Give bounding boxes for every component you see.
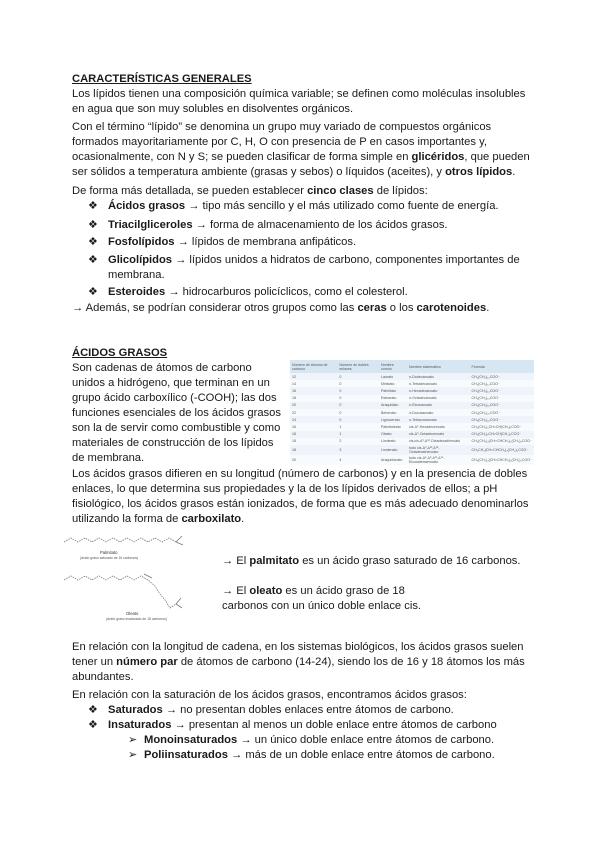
oleate-note: → El oleato es un ácido graso de 18 carbonos con un único doble enlace cis. [222, 585, 422, 612]
table-cell: Araquidato [379, 402, 407, 409]
table-cell: 2 [337, 438, 379, 445]
table-cell: CH₃(CH₂)₄(CH=CHCH₂)₂(CH₂)₆COO⁻ [470, 438, 535, 445]
table-row [290, 455, 534, 465]
table-row [290, 387, 534, 394]
table-cell: Miristato [379, 380, 407, 387]
table-cell: CH₃(CH₂)₄(CH=CHCH₂)₄(CH₂)₂COO⁻ [470, 455, 535, 465]
table-cell: 24 [290, 416, 337, 423]
paragraph-length-saturation: Los ácidos grasos difieren en su longitud (número de carbonos) y en la presencia de dobles enlaces, lo que determina sus propiedades y la de los lípidos derivados de ellos; a pH fisiológico, los ácidos grasos están ionizados, de forma que es más adecuado denominarlos utilizando la forma de carboxilato. [72, 468, 529, 525]
oleate-caption: (ácido graso insaturado de 18 carbonos) [106, 617, 167, 621]
table-row [290, 409, 534, 416]
table-cell: n-Hexadecanoato [407, 387, 470, 394]
diamond-bullet-icon: ❖ [88, 704, 98, 716]
table-row [290, 423, 534, 430]
table-cell: 1 [337, 431, 379, 438]
table-cell: Lignocerato [379, 416, 407, 423]
table-cell: 0 [337, 387, 379, 394]
table-cell: 16 [290, 387, 337, 394]
section-heading-acidos-grasos: ÁCIDOS GRASOS [72, 347, 168, 359]
table-cell: cis-Δ⁹-Octadecenoato [407, 431, 470, 438]
table-row [290, 373, 534, 380]
table-cell: CH₃(CH₂)₁₂COO⁻ [470, 380, 535, 387]
table-row [290, 431, 534, 438]
table-cell: Linolenato [379, 445, 407, 455]
table-cell: 4 [337, 455, 379, 465]
table-row [290, 438, 534, 445]
paragraph-definition: Los lípidos tienen una composición química variable; se definen como moléculas insolubles en agua que son muy solubles en disolventes orgánicos. [72, 88, 526, 115]
diamond-bullet-icon: ❖ [88, 236, 98, 248]
oleate-label: Oleato [126, 611, 139, 616]
table-cell: 16 [290, 423, 337, 430]
table-cell: 1 [337, 423, 379, 430]
arrowhead-bullet-icon: ➢ [128, 734, 138, 746]
table-header: Número de dobles enlaces [337, 360, 379, 373]
table-cell: 14 [290, 380, 337, 387]
table-cell: CH₃(CH₂)₁₀COO⁻ [470, 373, 535, 380]
table-cell: CH₃(CH₂)₁₈COO⁻ [470, 402, 535, 409]
fatty-acids-table [290, 360, 534, 465]
table-cell: CH₃(CH₂)₁₆COO⁻ [470, 395, 535, 402]
paragraph-chain-length: En relación con la longitud de cadena, en los sistemas biológicos, los ácidos grasos suelen tener un número par de átomos de carbono (14-24), siendo los de 16 y 18 átomos los más abundantes. [72, 641, 525, 683]
table-cell: n-Eicosanoato [407, 402, 470, 409]
table-cell: Araquidonato [379, 455, 407, 465]
table-cell: CH₃(CH₂)₂₀COO⁻ [470, 409, 535, 416]
palmitate-caption: (ácido graso saturado de 16 carbonos) [80, 556, 139, 560]
table-cell: 20 [290, 455, 337, 465]
table-row [290, 416, 534, 423]
table-cell: 0 [337, 402, 379, 409]
table-cell: 3 [337, 445, 379, 455]
paragraph-other-groups: → Además, se podrían considerar otros grupos como las ceras o los carotenoides. [72, 302, 490, 314]
table-cell: 0 [337, 409, 379, 416]
table-header: Nombre común [379, 360, 407, 373]
table-cell: todo cis-Δ⁵,Δ⁸,Δ¹¹,Δ¹⁴-Eicosatetraenoato [407, 455, 470, 465]
fatty-acid-structures-figure [60, 530, 220, 622]
table-cell: 18 [290, 431, 337, 438]
table-cell: Estearato [379, 395, 407, 402]
table-cell: n-Dodecanoato [407, 373, 470, 380]
table-row [290, 402, 534, 409]
diamond-bullet-icon: ❖ [88, 286, 98, 298]
table-cell: CH₃CH₂(CH=CHCH₂)₃(CH₂)₆COO⁻ [470, 445, 535, 455]
table-cell: Linoleato [379, 438, 407, 445]
table-header: Fórmula [470, 360, 535, 373]
palmitate-note: → El palmitato es un ácido graso saturado de 16 carbonos. [222, 555, 521, 567]
paragraph-classification: Con el término “lípido” se denomina un grupo muy variado de compuestos orgánicos formados mayoritariamente por C, H, O con presencia de P en casos importantes y, ocasionalmente, con N y S; se pueden clasificar de forma simple en glicéridos, que pueden ser sólidos a temperatura ambiente (grasas y sebos) o líquidos (aceites), y otros lípidos. [72, 121, 530, 178]
diamond-bullet-icon: ❖ [88, 254, 98, 266]
table-header: Número de átomos de carbono [290, 360, 337, 373]
section-heading-caracteristicas: CARACTERÍSTICAS GENERALES [72, 73, 252, 85]
arrowhead-bullet-icon: ➢ [128, 749, 138, 761]
table-cell: 18 [290, 445, 337, 455]
table-cell: n-Octadecanoato [407, 395, 470, 402]
table-cell: 0 [337, 373, 379, 380]
diamond-bullet-icon: ❖ [88, 200, 98, 212]
table-cell: CH₃(CH₂)₅CH=CH(CH₂)₇COO⁻ [470, 423, 535, 430]
skeletal-formula-image [60, 530, 220, 622]
table-cell: CH₃(CH₂)₁₄COO⁻ [470, 387, 535, 394]
table-cell: 22 [290, 409, 337, 416]
diamond-bullet-icon: ❖ [88, 219, 98, 231]
table-cell: 0 [337, 395, 379, 402]
table-cell: n-Docosanoato [407, 409, 470, 416]
table-cell: cis-Δ⁹-Hexadecenoato [407, 423, 470, 430]
table-row [290, 445, 534, 455]
diamond-bullet-icon: ❖ [88, 719, 98, 731]
table-cell: 12 [290, 373, 337, 380]
table-row [290, 395, 534, 402]
table-cell: Oleato [379, 431, 407, 438]
table-cell: n-Tetracosanoato [407, 416, 470, 423]
table-cell: 18 [290, 438, 337, 445]
paragraph-saturation: En relación con la saturación de los ácidos grasos, encontramos ácidos grasos: [72, 689, 467, 701]
table-row [290, 380, 534, 387]
table-cell: 0 [337, 380, 379, 387]
table-cell: CH₃(CH₂)₂₂COO⁻ [470, 416, 535, 423]
table-cell: 18 [290, 395, 337, 402]
table-cell: n-Tetradecanoato [407, 380, 470, 387]
table-cell: 20 [290, 402, 337, 409]
table-cell: Palmitoleato [379, 423, 407, 430]
table-cell: Palmitato [379, 387, 407, 394]
paragraph-fatty-acid-definition: Son cadenas de átomos de carbono unidos a hidrógeno, que terminan en un grupo ácido carboxílico (-COOH); las dos funciones esenciales de los ácidos grasos son la de servir como combustible y como materiales de construcción de los lípidos de membrana. [72, 362, 281, 464]
table-cell: CH₃(CH₂)₇CH=CH(CH₂)₇COO⁻ [470, 431, 535, 438]
table-cell: Laurato [379, 373, 407, 380]
paragraph-five-classes: De forma más detallada, se pueden establecer cinco clases de lípidos: [72, 185, 428, 197]
table-cell: 0 [337, 416, 379, 423]
table-cell: Behenato [379, 409, 407, 416]
palmitate-label: Palmitato [100, 550, 118, 555]
table-cell: cis,cis-Δ⁹,Δ¹²-Octadecadienoato [407, 438, 470, 445]
table-header: Nombre sistemático [407, 360, 470, 373]
table-cell: todo cis-Δ⁹,Δ¹²,Δ¹⁵-Octadecatrienoato [407, 445, 470, 455]
